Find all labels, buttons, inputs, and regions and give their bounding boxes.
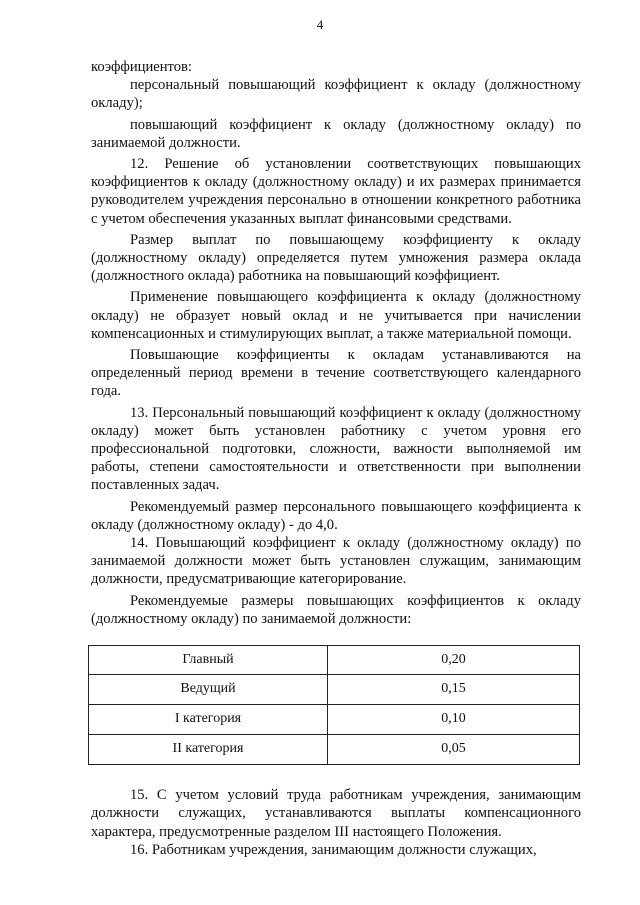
page-number: 4 xyxy=(316,17,324,32)
table-cell-category: Главный xyxy=(89,646,328,675)
paragraph: 12. Решение об установлении соответствующих повышающих коэффициентов к окладу (должностному окладу) и их размерах принимается руководителем учреждения персонально в отношении конкретного работника с учетом обеспечения указанных выплат финансовыми средствами. xyxy=(91,156,581,227)
paragraph: Применение повышающего коэффициента к окладу (должностному окладу) не образует новый оклад и не учитывается при начислении компенсационных и стимулирующих выплат, а также материальной помощи. xyxy=(91,289,581,342)
paragraph: персональный повышающий коэффициент к окладу (должностному окладу); xyxy=(91,77,581,112)
paragraph: 14. Повышающий коэффициент к окладу (должностному окладу) по занимаемой должности может быть установлен служащим, занимающим должности, предусматривающие категорирование. xyxy=(91,535,581,588)
paragraph: повышающий коэффициент к окладу (должностному окладу) по занимаемой должности. xyxy=(91,116,581,151)
document-body xyxy=(91,58,581,859)
paragraph: Повышающие коэффициенты к окладам устанавливаются на определенный период времени в течение соответствующего календарного года. xyxy=(91,347,581,400)
table-cell-category: Ведущий xyxy=(89,675,328,705)
paragraph: Рекомендуемые размеры повышающих коэффициентов к окладу (должностному окладу) по занимаемой должности: xyxy=(91,592,581,627)
table-cell-category: II категория xyxy=(89,735,328,765)
table-row xyxy=(89,705,580,735)
paragraph: Размер выплат по повышающему коэффициенту к окладу (должностному окладу) определяется путем умножения размера оклада (должностного оклада) работника на повышающий коэффициент. xyxy=(91,231,581,285)
table-row xyxy=(89,675,580,705)
paragraph: Рекомендуемый размер персонального повышающего коэффициента к окладу (должностному окладу) - до 4,0. xyxy=(91,498,581,533)
paragraph: 13. Персональный повышающий коэффициент к окладу (должностному окладу) может быть установлен работнику с учетом уровня его профессиональной подготовки, сложности, важности выполняемой им работы, степени самостоятельности и ответственности при выполнении поставленных задач. xyxy=(91,404,581,494)
table-cell-value: 0,10 xyxy=(328,705,580,735)
paragraph: 15. С учетом условий труда работникам учреждения, занимающим должности служащих, устанавливаются выплаты компенсационного характера, предусмотренные разделом III настоящего Положения. xyxy=(91,787,581,840)
table-cell-category: I категория xyxy=(89,705,328,735)
table-row xyxy=(89,646,580,675)
coefficients-table xyxy=(88,645,580,765)
table-cell-value: 0,15 xyxy=(328,675,580,705)
table-cell-value: 0,20 xyxy=(328,646,580,675)
paragraph: 16. Работникам учреждения, занимающим должности служащих, xyxy=(130,841,537,858)
table-row xyxy=(89,735,580,765)
table-cell-value: 0,05 xyxy=(328,735,580,765)
paragraph: коэффициентов: xyxy=(91,59,192,75)
